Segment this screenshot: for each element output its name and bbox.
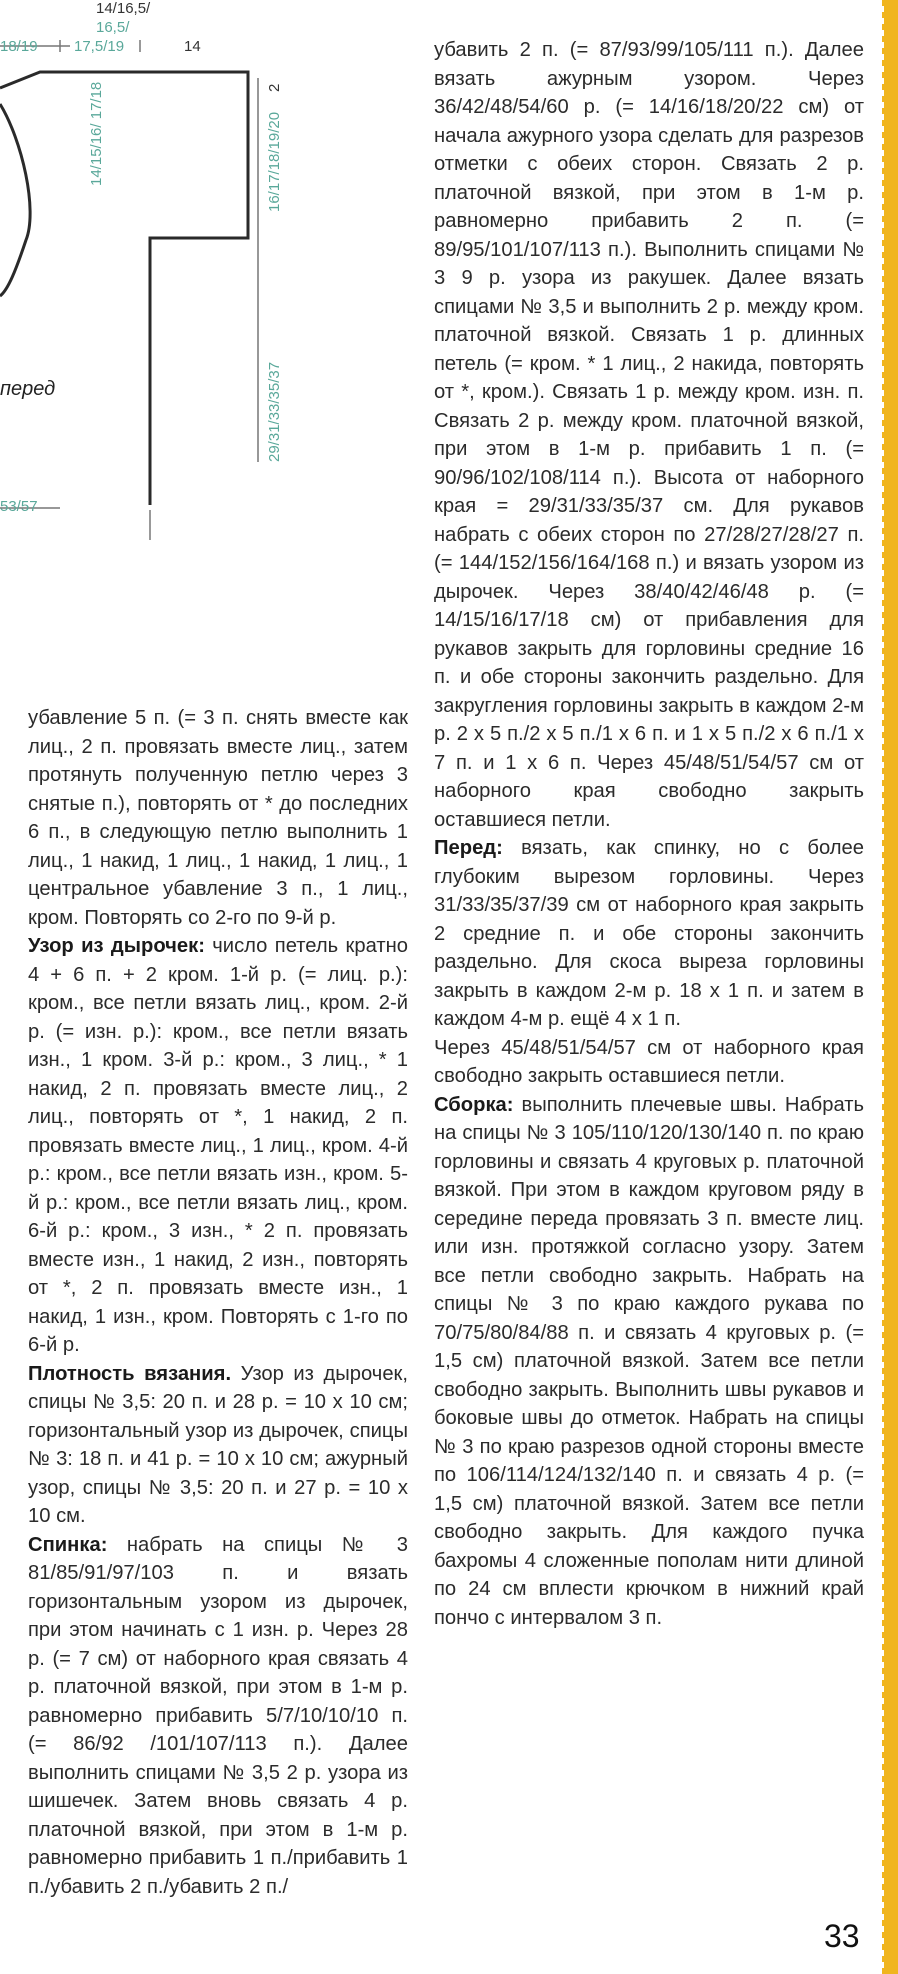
paragraph-heading: Перед: (434, 837, 503, 859)
paragraph-heading: Спинка: (28, 1533, 108, 1556)
text-column-left (28, 704, 408, 1901)
diagram-width-left: 18/19 (0, 38, 38, 55)
paragraph-body: Через 45/48/51/54/57 см от наборного края свободно закрыть оставшиеся петли. (434, 1036, 864, 1087)
paragraph-body: убавить 2 п. (= 87/93/99/105/111 п.). Далее вязать ажурным узором. Через 36/42/48/54/60 р. (= 14/16/18/20/22 см) от начала ажурного узора сделать для разрезов отметки с обеих сторон. Связать 2 р. платочной вязкой, при этом в 1-м р. равномерно прибавить 2 п. (= 89/95/101/107/113 п.). Выполнить спицами № 3 9 р. узора из ракушек. Далее вязать спицами № 3,5 и выполнить 2 р. между кром. платочной вязкой. Связать 1 р. длинных петель (= кром. * 1 лиц., 2 накида, повторять от *, кром.). Связать 1 р. между кром. изн. п. Связать 2 р. между кром. платочной вязкой, при этом в 1-м р. прибавить 1 п. (= 90/96/102/108/114 п.). Высота от наборного края = 29/31/33/35/37 см. Для рукавов набрать с обеих сторон по 27/28/27/28/27 п. (= 144/152/156/164/168 п.) и вязать узором из дырочек. Через 38/40/42/46/48 р. (= 14/15/16/17/18 см) от прибавления для рукавов закрыть для горловины средние 16 п. и обе стороны закончить раздельно. Для закругления горловины закрыть в каждом 2-м р. 2 x 5 п./2 x 5 п./1 x 6 п. и 1 x 5 п./2 x 6 п./1 x 7 п. и 1 x 6 п. Через 45/48/51/54/57 см от наборного края свободно закрыть оставшиеся петли. (434, 39, 864, 831)
diagram-top-label-2: 16,5/ (96, 19, 130, 36)
diagram-right-low: 29/31/33/35/37 (266, 361, 283, 462)
paragraph (434, 834, 864, 1034)
diagram-width-mid: 17,5/19 (74, 38, 125, 55)
page-number: 33 (824, 1918, 860, 1954)
paragraph-heading: Узор из дырочек: (28, 935, 205, 957)
diagram-right-top: 2 (266, 83, 283, 92)
diagram-width-right: 14 (184, 38, 201, 55)
accent-stripe (884, 0, 898, 1974)
diagram-top-label-1: 14/16,5/ (96, 0, 151, 17)
paragraph (28, 1360, 408, 1531)
diagram-bottom-label: 53/57 (0, 498, 38, 515)
paragraph (28, 932, 408, 1360)
neckline-curve (0, 104, 30, 296)
paragraph-body: число петель кратно 4 + 6 п. + 2 кром. 1-й р. (= лиц. р.): кром., все петли вязать лиц., кром. 2-й р. (= изн. р.): кром., все петли вязать изн., 1 кром. 3-й р.: кром., 3 лиц., * 1 накид, 2 п. провязать вместе лиц., 2 лиц., повторять от *, 1 накид, 2 п. провязать вместе лиц., 1 лиц., кром. 4-й р.: кром., все петли вязать изн., кром. 5-й р.: кром., все петли вязать лиц., кром. 6-й р.: кром., 3 изн., * 2 п. провязать вместе изн., 1 накид, 2 изн., повторять от *, 2 п. провязать вместе изн., 1 накид, 1 изн., кром. Повторять с 1-го по 6-й р. (28, 935, 408, 1356)
paragraph-body: набрать на спицы № 3 81/85/91/97/103 п. и вязать горизонтальным узором из дырочек, при этом начинать с 1 изн. р. Через 28 р. (= 7 см) от наборного края связать 4 р. платочной вязкой, при этом в 1-м р. равномерно прибавить 5/7/10/10/10 п. (= 86/92 /101/107/113 п.). Далее выполнить спицами № 3,5 2 р. узора из шишечек. Затем вновь связать 4 р. платочной вязкой, при этом в 1-м р. равномерно прибавить 1 п./прибавить 1 п./убавить 2 п./убавить 2 п./ (28, 1533, 408, 1898)
diagram-right-mid: 16/17/18/19/20 (266, 111, 283, 212)
diagram-piece-label: перед (0, 378, 56, 400)
paragraph (434, 36, 864, 834)
text-column-right (434, 36, 864, 1632)
paragraph (28, 1531, 408, 1902)
paragraph (434, 1034, 864, 1091)
paragraph-heading: Плотность вязания. (28, 1362, 232, 1385)
diagram-outline (0, 0, 460, 560)
paragraph (434, 1091, 864, 1633)
paragraph-heading: Сборка: (434, 1093, 514, 1116)
paragraph-body: выполнить плечевые швы. Набрать на спицы № 3 105/110/120/130/140 п. по краю горловины и связать 4 круговых р. платочной вязкой. При этом в каждом круговом ряду в середине переда провязать 3 п. вместе лиц. или изн. протяжкой согласно узору. Затем все петли свободно закрыть. Набрать на спицы № 3 по краю каждого рукава по 70/75/80/84/88 п. и связать 4 круговых р. (= 1,5 см) платочной вязкой. Затем все петли свободно закрыть. Выполнить швы рукавов и боковые швы до отметок. Набрать на спицы № 3 по краю разрезов одной стороны вместе по 106/114/124/132/140 п. и связать 4 р. (= 1,5 см) платочной вязкой. Затем все петли свободно закрыть. Для каждого пучка бахромы 4 сложенные пополам нити длиной по 24 см вплести крючком в нижний край пончо с интервалом 3 п. (434, 1093, 864, 1629)
front-outline (0, 72, 248, 505)
paragraph-body: убавление 5 п. (= 3 п. снять вместе как лиц., 2 п. провязать вместе лиц., затем протянуть полученную петлю через 3 снятые п.), повторять от * до последних 6 п., в следующую петлю выполнить 1 лиц., 1 накид, 1 лиц., 1 накид, 1 лиц., 1 центральное убавление 3 п., 1 лиц., кром. Повторять со 2-го по 9-й р. (28, 707, 408, 929)
paragraph-body: вязать, как спинку, но с более глубоким вырезом горловины. Через 31/33/35/37/39 см от наборного края закрыть 2 средние п. и обе стороны закончить раздельно. Для скоса выреза горловины закрыть в каждом 2-м р. 18 x 1 п. и затем в каждом 4-м р. ещё 4 x 1 п. (434, 837, 864, 1030)
diagram-shoulder-height: 14/15/16/ 17/18 (88, 81, 105, 186)
pattern-diagram (0, 0, 460, 560)
paragraph-body: Узор из дырочек, спицы № 3,5: 20 п. и 28 р. = 10 x 10 см; горизонтальный узор из дырочек, спицы № 3: 18 п. и 41 р. = 10 x 10 см; ажурный узор, спицы № 3,5: 20 п. и 27 р. = 10 x 10 см. (28, 1362, 408, 1527)
paragraph (28, 704, 408, 932)
